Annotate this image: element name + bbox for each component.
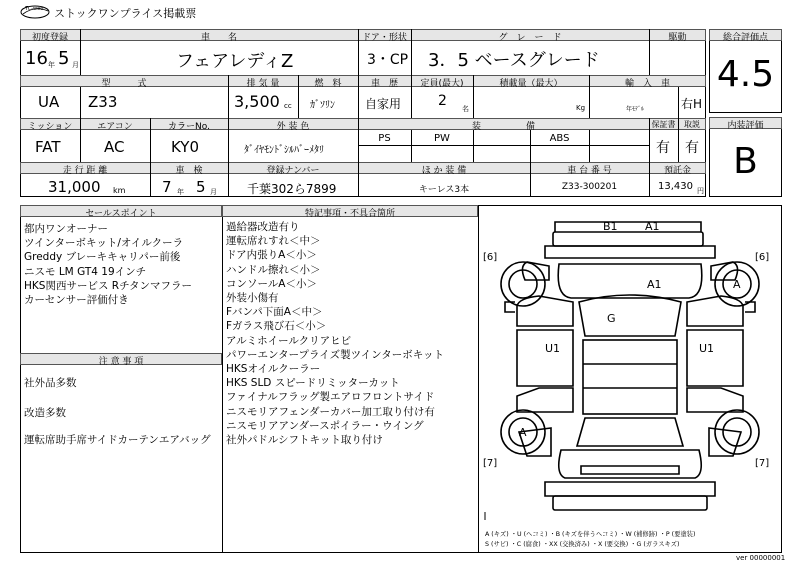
model: Z33 <box>88 93 118 111</box>
label-recycle: 預託金 <box>663 166 691 176</box>
mission: FAT <box>35 138 61 156</box>
inspection-month: 5 <box>196 178 206 196</box>
label-inspection: 車 検 <box>175 166 203 176</box>
label-load: 積載量（最大） <box>499 79 563 89</box>
recycle: 13,430 <box>658 181 693 192</box>
overall-rating: 4.5 <box>716 54 775 95</box>
label-aircon: エアコン <box>97 122 133 132</box>
aircon: AC <box>104 138 125 156</box>
equipment-item: PS <box>378 133 391 144</box>
note-item: 運転席助手席サイドカーテンエアバッグ <box>24 434 211 446</box>
exterior-color: ﾀﾞｲﾔﾓﾝﾄﾞｼﾙﾊﾞｰﾒﾀﾘ <box>244 145 324 156</box>
interior-rating: B <box>733 141 758 182</box>
page-title: ストックワンプライス掲載票 <box>54 7 197 20</box>
list-item: 都内ワンオーナー <box>24 223 108 235</box>
label-mileage: 走 行 距 離 <box>62 166 108 176</box>
special-notes-header: 特記事項・不具合箇所 <box>304 209 395 219</box>
header-logo <box>20 4 50 18</box>
label-chassis: 車 台 番 号 <box>567 166 612 176</box>
note-item: 社外品多数 <box>24 377 77 389</box>
bracket-label: [6] <box>755 252 770 263</box>
note-item: 改造多数 <box>24 407 66 419</box>
mark-front-bumper-right: A1 <box>645 220 660 233</box>
label-grade: グ レ ー ド <box>498 33 562 43</box>
recycle-unit: 円 <box>697 187 704 195</box>
list-item: 過給器改造有り <box>226 221 300 233</box>
list-item: Fガラス飛び石＜小＞ <box>226 320 327 333</box>
vehicle-history: 自家用 <box>365 97 402 111</box>
sales-points-list <box>24 222 220 307</box>
mark-front-bumper-left: B1 <box>603 220 618 233</box>
mark-front-right-wheel: A <box>733 278 741 291</box>
list-item: ツインターボキット/オイルクーラ <box>24 237 184 250</box>
car-name: フェアレディZ <box>176 51 294 72</box>
first-reg-month-unit: 月 <box>72 61 79 69</box>
equipment-item: ABS <box>549 133 570 144</box>
mileage-unit: km <box>113 186 126 195</box>
label-drive: 駆動 <box>668 33 687 43</box>
handle: 右H <box>681 97 703 111</box>
special-notes-list <box>226 220 476 447</box>
grade: 3．5 ベースグレード <box>428 50 600 71</box>
list-item: ハンドル擦れ＜小＞ <box>226 263 321 276</box>
mark-right-door: U1 <box>699 342 715 355</box>
mark-hood: A1 <box>647 278 662 291</box>
bracket-label: [7] <box>483 458 498 469</box>
label-displacement: 排 気 量 <box>246 79 280 89</box>
label-color-no: カラーNo. <box>168 122 210 132</box>
label-first-reg: 初度登録 <box>31 33 68 43</box>
inspection-month-unit: 月 <box>210 188 217 196</box>
label-car-name: 車 名 <box>200 33 237 43</box>
diagram-legend-line1: A (キズ) ・U (ヘコミ) ・B (キズを伴うヘコミ) ・W (補修跡) ・P (要塗装) <box>485 531 696 538</box>
label-capacity: 定員(最大) <box>420 79 464 89</box>
list-item: Greddy ブレーキキャリパー前後 <box>24 251 181 264</box>
door-shape: 3・CP <box>367 52 409 68</box>
list-item: 運転席れすれ＜中＞ <box>226 235 321 248</box>
list-item: カーセンサー評価付き <box>24 294 129 307</box>
equipment-item: PW <box>434 133 450 144</box>
capacity-unit: 名 <box>462 105 469 113</box>
first-reg-month: 5 <box>58 48 70 69</box>
list-item: Fバンパ下面A＜中＞ <box>226 306 323 319</box>
bracket-label: [6] <box>483 252 498 263</box>
list-item: アルミホイールクリアヒビ <box>226 334 352 347</box>
list-item: HKS関西サービス Rチタンマフラー <box>24 279 193 292</box>
import-year-label: 年ﾓﾃﾞﾙ <box>626 106 645 113</box>
fuel: ｶﾞｿﾘﾝ <box>310 100 335 111</box>
list-item: 社外パドルシフトキット取り付け <box>226 434 383 447</box>
chassis: Z33-300201 <box>561 182 618 192</box>
warranty: 有 <box>656 140 670 156</box>
list-item: ドア内張りA＜小＞ <box>226 249 317 262</box>
list-item: ニスモ LM GT4 19インチ <box>24 265 147 278</box>
label-model: 型 式 <box>101 79 147 89</box>
label-manual: 取説 <box>684 120 700 129</box>
mark-rear-left-wheel: A <box>519 426 527 439</box>
inspection-year: 7 <box>162 178 172 196</box>
first-reg-year-unit: 年 <box>48 61 55 69</box>
manual: 有 <box>685 140 699 156</box>
plate: 千葉302ら7899 <box>247 182 337 196</box>
label-fuel: 燃 料 <box>314 79 342 89</box>
list-item: HKS SLD スピードリミッターカット <box>226 377 400 390</box>
list-item: HKSオイルクーラー <box>226 363 321 376</box>
car-damage-diagram <box>479 206 781 552</box>
displacement: 3,500 <box>234 92 280 111</box>
list-item: パワーエンタープライズ製ツインターボキット <box>226 348 444 361</box>
other-equipment: キーレス3本 <box>418 185 470 195</box>
list-item: ニスモリアアンダースポイラー・ウイング <box>226 419 424 432</box>
list-item: ファイナルフラッグ製エアロフロントサイド <box>226 391 435 404</box>
logo-text: TC-web <box>25 6 44 12</box>
list-item: 外装小傷有 <box>226 292 279 305</box>
label-other-equipment: ほ か 装 備 <box>421 166 467 176</box>
inspection-year-unit: 年 <box>177 188 184 196</box>
list-item: ニスモリアフェンダーカバー加工取り付け有 <box>226 405 435 418</box>
load-unit: Kg <box>576 104 586 112</box>
bracket-label: [7] <box>755 458 770 469</box>
mark-left-door: U1 <box>545 342 561 355</box>
sales-points-header: セールスポイント <box>85 209 157 219</box>
mark-windshield: G <box>607 312 616 325</box>
label-plate: 登録ナンバー <box>266 166 320 176</box>
diagram-legend-line2: S (サビ) ・C (腐食) ・XX (交換済み) ・X (要交換) ・G (ガラスキズ) <box>485 541 680 548</box>
displacement-unit: cc <box>284 102 292 110</box>
label-door-shape: ドア・形状 <box>362 33 407 43</box>
version-label: ver 00000001 <box>736 554 786 562</box>
label-exterior-color: 外 装 色 <box>276 122 310 132</box>
label-vehicle-history: 車 歴 <box>370 79 398 89</box>
notes-header: 注 意 事 項 <box>98 357 144 367</box>
label-mission: ミッション <box>27 122 73 132</box>
color-no: KY0 <box>171 138 200 156</box>
list-item: コンソールA＜小＞ <box>226 277 317 290</box>
label-warranty: 保証書 <box>651 120 676 129</box>
mileage: 31,000 <box>48 178 101 196</box>
model-prefix: UA <box>38 93 60 111</box>
first-reg-year: 16 <box>25 48 48 69</box>
capacity: 2 <box>438 93 447 109</box>
interior-rating-label: 内装評価 <box>727 121 764 131</box>
overall-rating-label: 総合評価点 <box>722 33 768 43</box>
label-import: 輸 入 車 <box>624 79 670 89</box>
label-equipment: 装 備 <box>471 122 535 132</box>
